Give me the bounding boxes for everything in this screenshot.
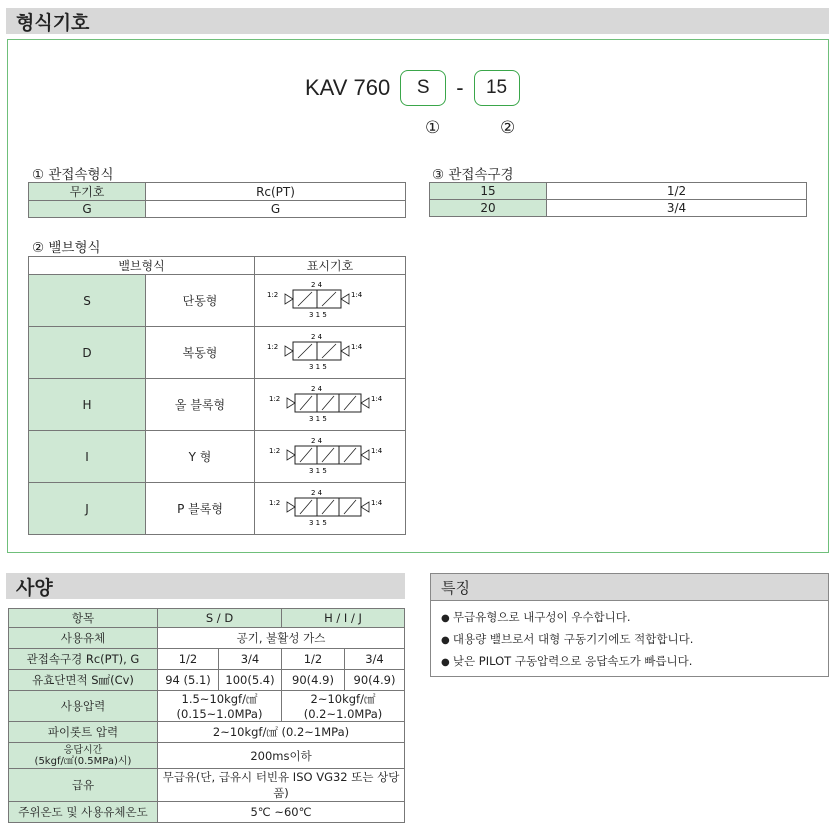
cell: 주위온도 및 사용유체온도: [9, 802, 158, 823]
feature-item: ● 대용량 밸브로서 대형 구동기기에도 적합합니다.: [441, 631, 828, 647]
pilot-label-left: 1:2: [269, 447, 281, 455]
conn-type-title: ① 관접속형식: [32, 167, 114, 183]
port-label-top: 2 4: [311, 281, 323, 289]
valve-symbol-icon: [265, 277, 395, 321]
pilot-triangle-left: [287, 502, 295, 512]
valve-symbol-icon: [265, 433, 395, 477]
port-label-bottom: 3 1 5: [309, 519, 327, 527]
pilot-label-left: 1:2: [269, 499, 281, 507]
valve-arrow: [298, 292, 312, 306]
pilot-triangle-right: [361, 398, 369, 408]
valve-arrow: [322, 500, 334, 514]
pilot-triangle-right: [361, 450, 369, 460]
cell: 1/2: [547, 183, 807, 200]
valve-symbol-cell: [255, 483, 406, 535]
valve-arrow: [322, 396, 334, 410]
valve-arrow: [298, 344, 312, 358]
features-title: 특징: [431, 574, 828, 601]
valve-name-cell: Y 형: [146, 431, 255, 483]
cell: 90(4.9): [345, 670, 405, 691]
spec-title-text: 사양: [16, 576, 53, 599]
cell: 무급유(단, 급유시 터빈유 ISO VG32 또는 상당품): [158, 769, 405, 802]
valve-code-cell: H: [29, 379, 146, 431]
feature-item: ● 무급유형으로 내구성이 우수합니다.: [441, 609, 828, 625]
valve-code-cell: I: [29, 431, 146, 483]
pilot-label-left: 1:2: [267, 291, 279, 299]
cell: 유효단면적 S㎟(Cv): [9, 670, 158, 691]
cell: 15: [430, 183, 547, 200]
cell: 관접속구경 Rc(PT), G: [9, 649, 158, 670]
pilot-triangle-right: [361, 502, 369, 512]
header-cell: 표시기호: [255, 257, 406, 275]
cell: 3/4: [345, 649, 405, 670]
pilot-triangle-right: [341, 294, 349, 304]
model-code-size: 15: [474, 70, 520, 106]
model-prefix: KAV 760: [305, 75, 391, 100]
valve-type-row: [29, 327, 406, 379]
features-panel: [430, 573, 829, 677]
model-code-valve: S: [400, 70, 446, 106]
valve-symbol-cell: [255, 431, 406, 483]
valve-arrow: [300, 396, 312, 410]
valve-symbol-icon: [265, 485, 395, 529]
cell: 항목: [9, 609, 158, 628]
valve-type-row: [29, 379, 406, 431]
model-dash: -: [456, 75, 464, 100]
valve-arrow: [300, 448, 312, 462]
section-title: [6, 8, 829, 34]
pilot-label-right: 1:4: [351, 343, 363, 351]
cell: 1/2: [282, 649, 345, 670]
cell: S / D: [158, 609, 282, 628]
cell-line: (0.15~1.0MPa): [176, 707, 263, 721]
valve-symbol-cell: [255, 327, 406, 379]
pilot-triangle-left: [285, 294, 293, 304]
cell: [282, 691, 405, 722]
cell-line: (0.2~1.0MPa): [303, 707, 383, 721]
port-label-top: 2 4: [311, 437, 323, 445]
valve-symbol-cell: [255, 275, 406, 327]
cell: 3/4: [219, 649, 282, 670]
pilot-label-right: 1:4: [371, 395, 383, 403]
pilot-label-left: 1:2: [267, 343, 279, 351]
valve-arrow: [322, 448, 334, 462]
marker-2: ②: [500, 118, 516, 138]
valve-name-cell: 단동형: [146, 275, 255, 327]
cell: Rc(PT): [146, 183, 406, 201]
valve-arrow: [322, 344, 336, 358]
port-label-bottom: 3 1 5: [309, 415, 327, 423]
cell: 3/4: [547, 200, 807, 217]
conn-type-table: [28, 182, 406, 218]
cell: 사용압력: [9, 691, 158, 722]
valve-symbol-icon: [265, 381, 395, 425]
cell: 급유: [9, 769, 158, 802]
pilot-label-left: 1:2: [269, 395, 281, 403]
valve-type-row: [29, 431, 406, 483]
pilot-triangle-left: [285, 346, 293, 356]
port-label-bottom: 3 1 5: [309, 363, 327, 371]
valve-symbol-cell: [255, 379, 406, 431]
port-label-bottom: 3 1 5: [309, 311, 327, 319]
cell: 무기호: [29, 183, 146, 201]
cell: 90(4.9): [282, 670, 345, 691]
valve-type-title: ② 밸브형식: [32, 240, 101, 256]
cell: 20: [430, 200, 547, 217]
pilot-label-right: 1:4: [351, 291, 363, 299]
conn-size-title: ③ 관접속구경: [432, 167, 514, 183]
feature-item: ● 낮은 PILOT 구동압력으로 응답속도가 빠릅니다.: [441, 653, 828, 669]
port-label-top: 2 4: [311, 385, 323, 393]
cell: [158, 691, 282, 722]
valve-arrow: [344, 500, 356, 514]
cell: 94 (5.1): [158, 670, 219, 691]
valve-arrow: [322, 292, 336, 306]
spec-section-title: [6, 573, 405, 599]
valve-type-table: [28, 256, 406, 535]
cell: H / I / J: [282, 609, 405, 628]
cell: G: [146, 201, 406, 218]
spec-table: [8, 608, 405, 823]
cell: G: [29, 201, 146, 218]
valve-arrow: [344, 448, 356, 462]
valve-arrow: [344, 396, 356, 410]
valve-code-cell: J: [29, 483, 146, 535]
cell: 파이롯트 압력: [9, 722, 158, 743]
model-code: [305, 70, 520, 106]
cell-line: 2~10kgf/㎠: [310, 692, 376, 706]
pilot-label-right: 1:4: [371, 499, 383, 507]
valve-name-cell: P 블록형: [146, 483, 255, 535]
cell-line: (5kgf/㎠(0.5MPa)시): [34, 755, 132, 767]
pilot-triangle-left: [287, 450, 295, 460]
features-list: [431, 609, 828, 669]
valve-code-cell: S: [29, 275, 146, 327]
cell: 2~10kgf/㎠ (0.2~1MPa): [158, 722, 405, 743]
valve-type-row: [29, 483, 406, 535]
section-title-text: 형식기호: [16, 11, 90, 34]
valve-name-cell: 복동형: [146, 327, 255, 379]
cell: 5℃ ~60℃: [158, 802, 405, 823]
marker-1: ①: [425, 118, 441, 138]
valve-arrow: [300, 500, 312, 514]
valve-name-cell: 올 블록형: [146, 379, 255, 431]
pilot-triangle-right: [341, 346, 349, 356]
cell: [9, 743, 158, 769]
cell: 200ms이하: [158, 743, 405, 769]
cell: 사용유체: [9, 628, 158, 649]
valve-code-cell: D: [29, 327, 146, 379]
conn-size-table: [429, 182, 807, 217]
cell: 공기, 불활성 가스: [158, 628, 405, 649]
pilot-triangle-left: [287, 398, 295, 408]
cell-line: 응답시간: [63, 744, 103, 756]
cell-line: 1.5~10kgf/㎠: [181, 692, 258, 706]
valve-type-row: [29, 275, 406, 327]
port-label-top: 2 4: [311, 489, 323, 497]
valve-symbol-icon: [265, 329, 395, 373]
header-cell: 밸브형식: [29, 257, 255, 275]
cell: 100(5.4): [219, 670, 282, 691]
pilot-label-right: 1:4: [371, 447, 383, 455]
cell: 1/2: [158, 649, 219, 670]
port-label-bottom: 3 1 5: [309, 467, 327, 475]
port-label-top: 2 4: [311, 333, 323, 341]
